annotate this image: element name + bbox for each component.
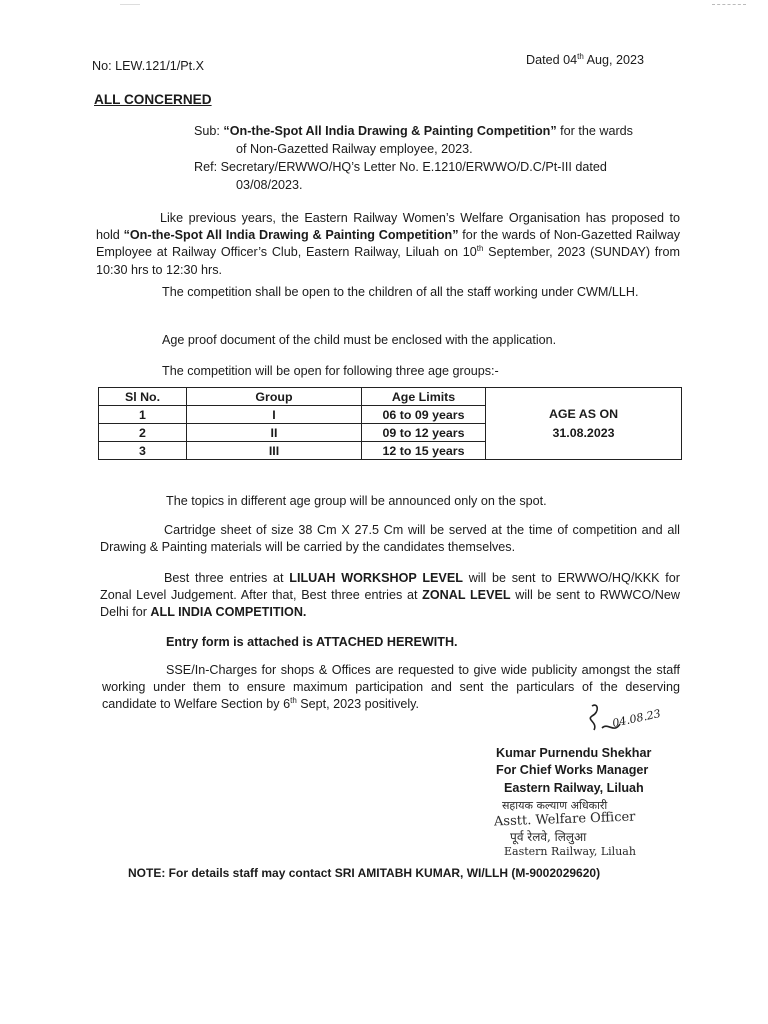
paragraph-eligibility: The competition shall be open to the children of all the staff working under CWM/LLH. <box>162 285 639 299</box>
paragraph-age-proof: Age proof document of the child must be enclosed with the application. <box>162 333 557 347</box>
table-cell: 12 to 15 years <box>362 442 486 460</box>
scan-mark <box>712 4 746 7</box>
table-cell: I <box>187 406 362 424</box>
table-cell: III <box>187 442 362 460</box>
stamp-english-title: Asstt. Welfare Officer <box>493 809 636 830</box>
contact-note: NOTE: For details staff may contact SRI AMITABH KUMAR, WI/LLH (M-9002029620) <box>128 866 601 880</box>
addressee: ALL CONCERNED <box>94 92 212 107</box>
scan-mark <box>120 4 140 6</box>
stamp-english-office: Eastern Railway, Liluah <box>504 845 636 858</box>
age-group-table <box>98 387 682 460</box>
stamp-hindi-office: पूर्व रेलवे, लिलुआ <box>510 830 587 844</box>
reference-number: No: LEW.121/1/Pt.X <box>92 59 205 73</box>
subject-line: Sub: “On-the-Spot All India Drawing & Painting Competition” for the wards <box>194 124 633 138</box>
paragraph-publicity: SSE/In-Charges for shops & Offices are requested to give wide publicity amongst the staff working under them to ensure maximum participation and sent the particulars of the deserving candidate to Welfare Section by 6th Sept, 2023 positively. <box>102 663 680 712</box>
age-reference-date <box>486 388 682 460</box>
paragraph-age-groups: The competition will be open for following three age groups:- <box>162 364 499 378</box>
table-header: Age Limits <box>362 388 486 406</box>
signatory-designation: For Chief Works Manager <box>496 763 649 777</box>
table-cell: II <box>187 424 362 442</box>
table-cell: 06 to 09 years <box>362 406 486 424</box>
paragraph-entry-form: Entry form is attached is ATTACHED HEREWITH. <box>166 635 458 649</box>
table-header: Sl No. <box>99 388 187 406</box>
paragraph-judgement: Best three entries at LILUAH WORKSHOP LEVEL will be sent to ERWWO/HQ/KKK for Zonal Level Judgement. After that, Best three entries at ZONAL LEVEL will be sent to RWWCO/New Delhi for ALL INDIA COMPETITION. <box>100 571 681 620</box>
signatory-office: Eastern Railway, Liluah <box>504 781 644 795</box>
table-cell: 3 <box>99 442 187 460</box>
paragraph-materials: Cartridge sheet of size 38 Cm X 27.5 Cm will be served at the time of competition and all Drawing & Painting materials will be carried by the candidates themselves. <box>100 523 680 555</box>
signature-date: 04.08.23 <box>611 707 662 730</box>
table-cell: 2 <box>99 424 187 442</box>
reference-line: Ref: Secretary/ERWWO/HQ’s Letter No. E.1210/ERWWO/D.C/Pt-III dated <box>194 160 607 174</box>
table-header-row <box>99 388 682 406</box>
signatory-name: Kumar Purnendu Shekhar <box>496 746 652 760</box>
reference-line-2: 03/08/2023. <box>236 178 303 192</box>
table-header: Group <box>187 388 362 406</box>
handwritten-signature <box>584 700 664 740</box>
letter-date: Dated 04th Aug, 2023 <box>526 51 645 67</box>
table-cell: 1 <box>99 406 187 424</box>
stamp-hindi-title: सहायक कल्याण अधिकारी <box>502 799 608 812</box>
paragraph-topics: The topics in different age group will be announced only on the spot. <box>166 494 547 508</box>
table-cell: 09 to 12 years <box>362 424 486 442</box>
subject-line-2: of Non-Gazetted Railway employee, 2023. <box>236 142 473 156</box>
age-note-date: 31.08.2023 <box>552 425 615 440</box>
age-note-line: AGE AS ON <box>548 406 619 421</box>
paragraph-intro: Like previous years, the Eastern Railway Women’s Welfare Organisation has proposed to hold “On-the-Spot All India Drawing & Painting Competition” for the wards of Non-Gazetted Railway Employee at Railway Officer’s Club, Eastern Railway, Liluah on 10th September, 2023 (SUNDAY) from 10:30 hrs to 12:30 hrs. <box>96 211 680 277</box>
